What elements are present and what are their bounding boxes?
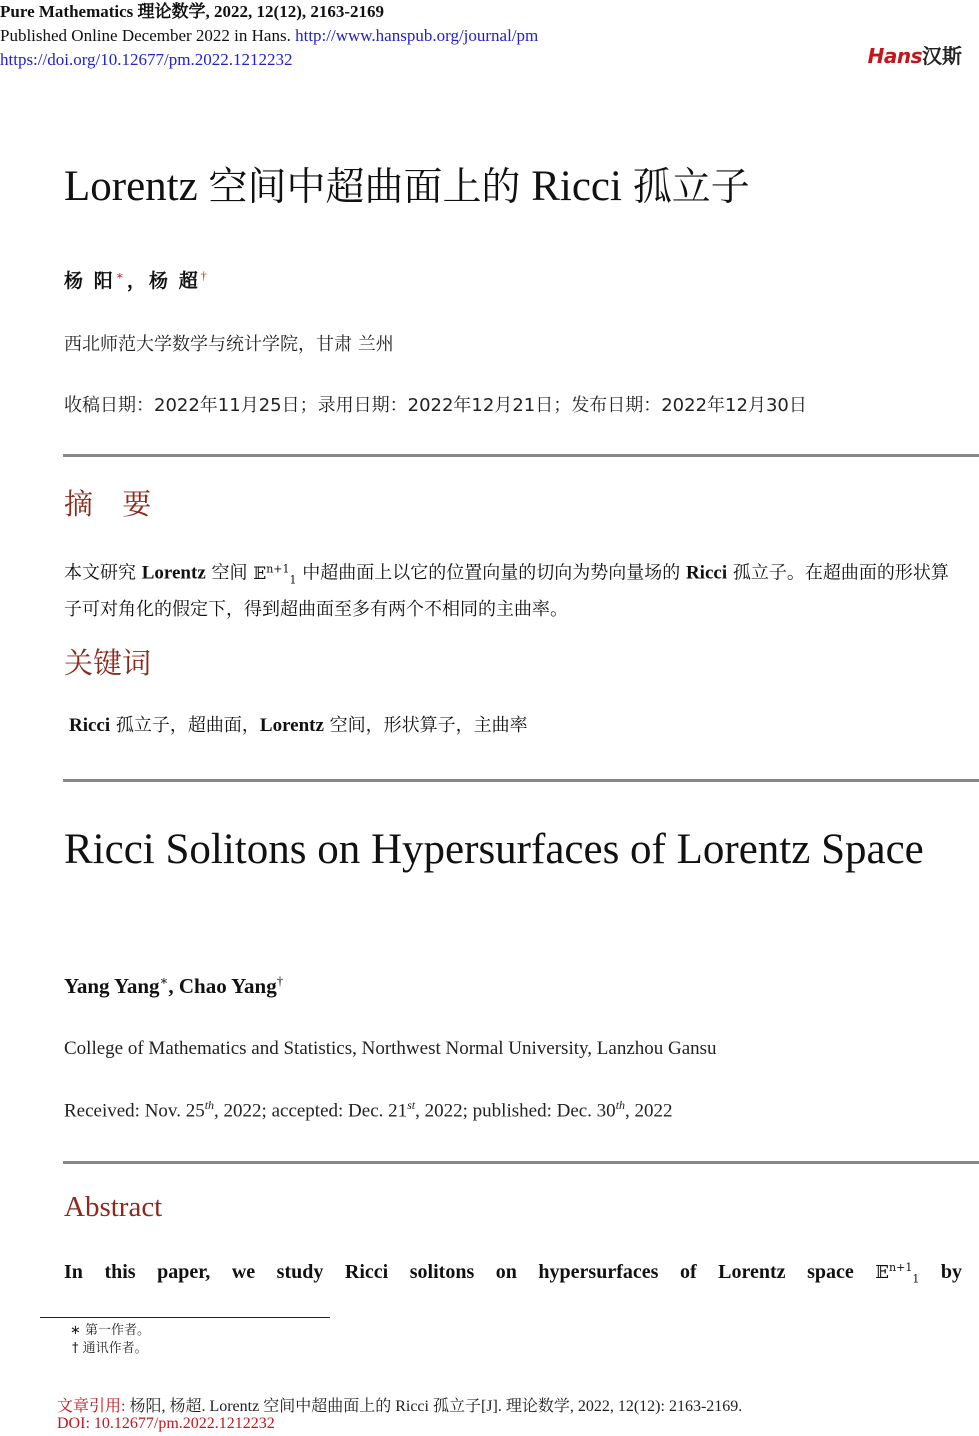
- abstract-en-math-sup: n+1: [889, 1261, 913, 1274]
- journal-url-link[interactable]: http://www.hanspub.org/journal/pm: [295, 26, 539, 45]
- author-cn-1: 杨 阳: [64, 271, 116, 292]
- author-en-1-mark: ∗: [159, 973, 169, 988]
- keywords-cn-b2: Lorentz: [259, 715, 324, 736]
- keywords-cn-t1: 孤立子，超曲面，: [110, 715, 260, 736]
- dates-en-s3: th: [615, 1098, 626, 1112]
- abstract-en-heading: Abstract: [64, 1191, 163, 1223]
- abstract-cn-t4: 孤立子。在超曲面的形状算子可对角化的假定下，得到超曲面至多有两个不相同的主曲率。: [64, 562, 949, 621]
- abstract-cn-t1: 本文研究: [64, 562, 142, 584]
- abstract-cn-t3: 中超曲面上以它的位置向量的切向为势向量场的: [296, 562, 686, 584]
- abstract-en-text: [64, 1261, 962, 1286]
- dates-en-r1: Received: Nov. 25: [64, 1100, 205, 1122]
- citation-line: [57, 1393, 742, 1416]
- logo-cn: 汉斯: [922, 44, 962, 68]
- divider-bottom: [63, 1161, 979, 1164]
- citation-doi-line: [57, 1415, 275, 1433]
- author-cn-1-mark: ∗: [115, 268, 127, 283]
- dates-en-r4: , 2022: [625, 1100, 673, 1122]
- doi-url-link[interactable]: https://doi.org/10.12677/pm.2022.1212232: [0, 50, 293, 69]
- abstract-cn-b2: Ricci: [685, 562, 728, 584]
- published-text: Published Online December 2022 in Hans.: [0, 26, 296, 45]
- dates-en-s2: st: [407, 1098, 416, 1112]
- doi-line: [0, 48, 292, 72]
- abstract-cn-t2: 空间: [205, 562, 254, 584]
- dates-en-r2: , 2022; accepted: Dec. 21: [214, 1100, 408, 1122]
- author-cn-2-mark: †: [200, 268, 210, 283]
- author-en-2: Chao Yang: [178, 974, 277, 998]
- title-cn: [64, 156, 750, 212]
- footnote-1-mark: ∗: [70, 1323, 81, 1338]
- footnote-1-text: 第一作者。: [85, 1323, 151, 1338]
- affiliation-en: College of Mathematics and Statistics, Northwest Normal University, Lanzhou Gansu: [64, 1038, 717, 1059]
- footnote-rule: [40, 1317, 330, 1318]
- author-en-1: Yang Yang: [64, 974, 160, 998]
- footnote-2-text: 通讯作者。: [82, 1341, 148, 1356]
- citation-label: 文章引用:: [57, 1398, 130, 1415]
- abstract-cn-math-sub: 1: [289, 573, 297, 587]
- citation-text: 杨阳, 杨超. Lorentz 空间中超曲面上的 Ricci 孤立子[J]. 理论数学, 2022, 12(12): 2163-2169.: [129, 1398, 743, 1415]
- author-cn-separator: ，: [126, 271, 149, 292]
- abstract-cn-text: [64, 554, 964, 625]
- keywords-cn-text: [69, 711, 969, 741]
- footnote-2-mark: †: [72, 1341, 79, 1356]
- hans-logo: [868, 40, 962, 69]
- divider-middle: [63, 779, 979, 782]
- authors-cn: [64, 266, 210, 293]
- keywords-cn-b1: Ricci: [69, 715, 111, 736]
- keywords-cn-heading: 关键词: [64, 646, 152, 680]
- abstract-en-math-sub: 1: [912, 1272, 920, 1286]
- published-line: [0, 24, 538, 48]
- abstract-cn-math: [253, 562, 297, 587]
- journal-line: Pure Mathematics 理论数学, 2022, 12(12), 2163-2169: [0, 2, 385, 21]
- author-cn-2: 杨 超: [148, 271, 201, 292]
- abstract-cn-b1: Lorentz: [141, 562, 206, 584]
- title-cn-part1: Lorentz: [64, 163, 209, 210]
- author-en-separator: ,: [168, 974, 179, 998]
- abstract-en-body: In this paper, we study Ricci solitons on hypersurfaces of Lorentz space: [64, 1261, 854, 1283]
- title-cn-part3: Ricci: [520, 163, 633, 210]
- author-en-2-mark: †: [276, 973, 284, 988]
- abstract-cn-heading: 摘 要: [64, 487, 162, 521]
- keywords-cn-t2: 空间，形状算子，主曲率: [323, 715, 528, 736]
- citation-doi[interactable]: DOI: 10.12677/pm.2022.1212232: [57, 1415, 275, 1432]
- title-cn-part2: 空间中超曲面上的: [208, 165, 521, 210]
- abstract-cn-math-sup: n+1: [266, 562, 290, 575]
- affiliation-cn: 西北师范大学数学与统计学院，甘肃 兰州: [64, 334, 394, 355]
- title-cn-part4: 孤立子: [632, 165, 750, 210]
- dates-cn: 收稿日期：2022年11月25日；录用日期：2022年12月21日；发布日期：2022年12月30日: [64, 395, 807, 416]
- authors-en: [64, 973, 283, 999]
- abstract-cn-math-base: 𝔼: [253, 563, 267, 584]
- abstract-en-tail: by: [940, 1261, 963, 1283]
- divider-top: [63, 454, 979, 457]
- logo-en: Hans: [867, 44, 922, 68]
- dates-en-s1: th: [204, 1098, 215, 1112]
- footnote-2: [72, 1337, 148, 1356]
- abstract-en-math: [875, 1261, 920, 1286]
- abstract-en-math-base: 𝔼: [875, 1262, 890, 1283]
- footnote-1: [70, 1319, 150, 1338]
- dates-en: [64, 1098, 673, 1122]
- title-en: Ricci Solitons on Hypersurfaces of Lorentz Space: [64, 826, 924, 873]
- dates-en-r3: , 2022; published: Dec. 30: [415, 1100, 616, 1122]
